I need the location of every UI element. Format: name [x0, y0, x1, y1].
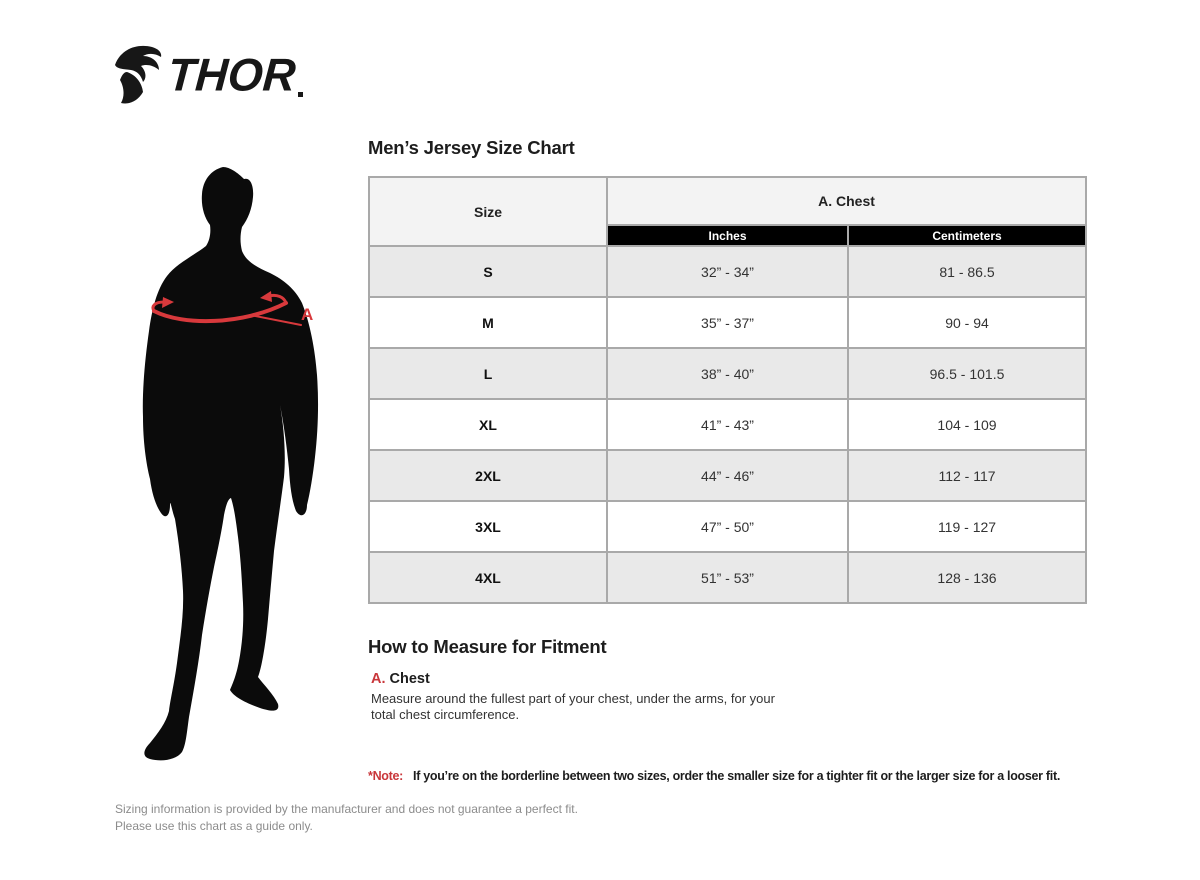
cm-cell: 104 - 109: [848, 399, 1086, 450]
thor-logo: [112, 42, 303, 106]
inches-cell: 32” - 34”: [607, 246, 848, 297]
size-cell: 3XL: [369, 501, 607, 552]
measure-item-description: Measure around the fullest part of your chest, under the arms, for your total chest circumference.: [371, 691, 775, 722]
thor-logo-text: THOR: [166, 47, 298, 101]
note-label: *Note:: [368, 769, 404, 783]
table-row-3xl: [369, 501, 1086, 552]
col-header-chest: A. Chest: [607, 177, 1086, 225]
cm-cell: 81 - 86.5: [848, 246, 1086, 297]
table-header-row: [369, 177, 1086, 225]
size-cell: XL: [369, 399, 607, 450]
disclaimer: [115, 801, 578, 835]
inches-cell: 38” - 40”: [607, 348, 848, 399]
thor-goat-icon: [112, 43, 164, 105]
sizing-note: [368, 769, 1060, 783]
table-row-4xl: [369, 552, 1086, 603]
table-row-m: [369, 297, 1086, 348]
measure-item-chest: [371, 671, 811, 723]
inches-cell: 44” - 46”: [607, 450, 848, 501]
chest-measure-label: A: [301, 305, 314, 324]
table-row-xl: [369, 399, 1086, 450]
size-cell: S: [369, 246, 607, 297]
male-silhouette: [143, 167, 318, 760]
size-table-body: [369, 246, 1086, 603]
size-cell: 2XL: [369, 450, 607, 501]
size-cell: L: [369, 348, 607, 399]
thor-logo-dot: [298, 92, 303, 97]
size-chart-table: [368, 176, 1087, 604]
inches-cell: 51” - 53”: [607, 552, 848, 603]
col-header-inches: Inches: [607, 225, 848, 246]
cm-cell: 128 - 136: [848, 552, 1086, 603]
disclaimer-line1: Sizing information is provided by the manufacturer and does not guarantee a perfect fit.: [115, 802, 578, 816]
table-row-2xl: [369, 450, 1086, 501]
inches-cell: 41” - 43”: [607, 399, 848, 450]
inches-cell: 35” - 37”: [607, 297, 848, 348]
fitment-heading: How to Measure for Fitment: [368, 636, 607, 657]
measurement-figure: [138, 163, 340, 777]
cm-cell: 96.5 - 101.5: [848, 348, 1086, 399]
inches-cell: 47” - 50”: [607, 501, 848, 552]
table-row-l: [369, 348, 1086, 399]
col-header-size: Size: [369, 177, 607, 246]
size-chart-title: Men’s Jersey Size Chart: [368, 137, 575, 158]
table-row-s: [369, 246, 1086, 297]
cm-cell: 119 - 127: [848, 501, 1086, 552]
measure-item-title: [371, 671, 811, 687]
cm-cell: 90 - 94: [848, 297, 1086, 348]
disclaimer-line2: Please use this chart as a guide only.: [115, 819, 313, 833]
measure-item-name: Chest: [389, 671, 430, 687]
male-silhouette-svg: [138, 163, 340, 777]
size-cell: M: [369, 297, 607, 348]
size-cell: 4XL: [369, 552, 607, 603]
measure-item-letter: A.: [371, 671, 386, 687]
cm-cell: 112 - 117: [848, 450, 1086, 501]
note-text: If you’re on the borderline between two sizes, order the smaller size for a tighter fit or the larger size for a looser fit.: [413, 769, 1060, 783]
col-header-centimeters: Centimeters: [848, 225, 1086, 246]
